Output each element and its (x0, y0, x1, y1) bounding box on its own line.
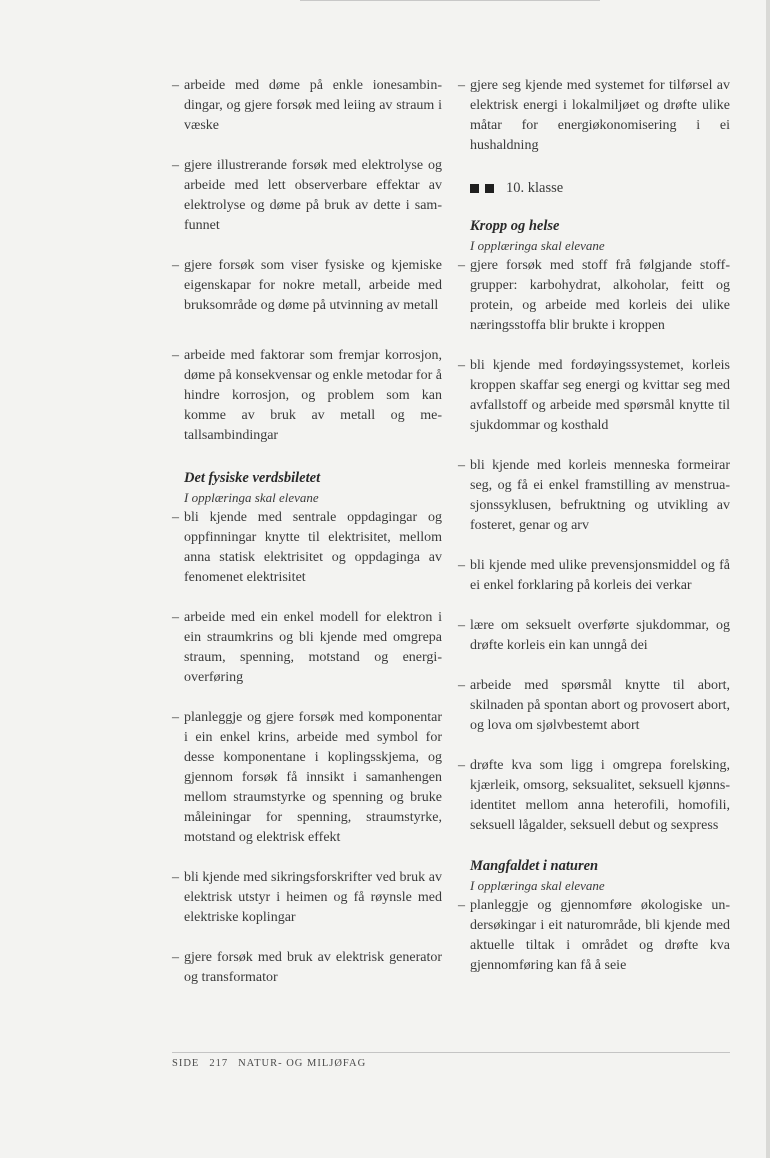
list-item-text: drøfte kva som ligg i omgrepa forelsking, kjærleik, omsorg, seksualitet, seksuell kjønnsidentitet mellom anna heterofili, homofili, seksuell lågalder, seksuell debut og sexpress (470, 758, 730, 833)
list-item-text: planleggje og gjere forsøk med komponentar i ein enkel krins, arbeide med symbol for desse komponentane i koplingsskjema, og gjennom forsøk få innsikt i samanhengen mellom straumstyrke og spenning og bruke måleiningar for spenning, straumstyrke, motstand og elektrisk effekt (184, 710, 442, 845)
list-item-text: bli kjende med sikringsforskrifter ved bruk av elektrisk utstyr i heimen og få røynsle med elektriske koplingar (184, 870, 442, 925)
list-item (458, 676, 730, 736)
dash-bullet: – (172, 78, 179, 93)
section-heading: Mangfaldet i naturen (470, 858, 599, 874)
dash-bullet: – (172, 710, 179, 725)
dash-bullet: – (172, 950, 179, 965)
dash-bullet: – (458, 758, 465, 773)
square-bullet-icon (485, 184, 494, 193)
section-subheading: I opplæringa skal elevane (470, 238, 605, 253)
list-item-text: gjere forsøk med stoff frå følgjande stoffgrupper: karbohydrat, alkoholar, feitt og protein, og arbeide med korleis dei ulike næringsstoffa blir brukte i kroppen (470, 258, 730, 333)
dash-bullet: – (458, 558, 465, 573)
footer-page-number: 217 (209, 1058, 229, 1069)
section-heading: Det fysiske verdsbiletet (184, 470, 321, 486)
list-item-text: arbeide med ein enkel modell for elektron i ein straumkrins og bli kjende med omgrepa straum, spenning, motstand og energioverføring (184, 610, 442, 685)
page-footer (172, 1058, 366, 1069)
list-item-text: planleggje og gjennomføre økologiske undersøkingar i eit naturområde, bli kjende med aktuelle tiltak i området og drøfte kva gjennomføring kan få å seie (470, 898, 730, 973)
dash-bullet: – (172, 158, 179, 173)
grade-heading (458, 178, 730, 198)
section-heading: Kropp og helse (470, 218, 560, 234)
list-item (172, 256, 442, 316)
footer-side-label: SIDE (172, 1058, 200, 1069)
list-item (172, 156, 442, 236)
page-edge-shadow (766, 0, 770, 1158)
list-item-text: gjere forsøk som viser fysiske og kjemiske eigenskapar for nokre metall, arbeide med bruksområde og døme på utvinning av metall (184, 258, 442, 313)
list-item-text: bli kjende med fordøyingssystemet, korleis kroppen skaffar seg energi og kvittar seg med avfallstoff og arbeide med spørsmål knytte til sjukdommar og kosthald (470, 358, 730, 433)
list-item-text: gjere illustrerande forsøk med elektrolyse og arbeide med lett observerbare effektar av elektrolyse og døme på bruk av dette i samfunnet (184, 158, 442, 233)
list-item-text: arbeide med faktorar som fremjar korrosjon, døme på konsekvensar og enkle metodar for å hindre korrosjon, og problem som kan komme av bruk av metall og metallsambindingar (184, 348, 442, 443)
list-item (172, 948, 442, 988)
list-item (458, 456, 730, 536)
list-item (458, 256, 730, 336)
section-subheading: I opplæringa skal elevane (470, 878, 605, 893)
list-item (458, 896, 730, 976)
list-item (458, 556, 730, 596)
dash-bullet: – (458, 358, 465, 373)
dash-bullet: – (458, 678, 465, 693)
list-item (458, 756, 730, 836)
list-item (172, 346, 442, 446)
top-scan-line (300, 0, 600, 1)
dash-bullet: – (172, 610, 179, 625)
dash-bullet: – (458, 258, 465, 273)
dash-bullet: – (172, 870, 179, 885)
list-item (458, 616, 730, 656)
dash-bullet: – (458, 78, 465, 93)
dash-bullet: – (458, 458, 465, 473)
list-item-text: arbeide med døme på enkle ionesambindingar, og gjere forsøk med leiing av straum i væske (184, 78, 442, 133)
dash-bullet: – (458, 618, 465, 633)
list-item-text: bli kjende med ulike prevensjonsmiddel og få ei enkel forklaring på korleis dei verkar (470, 558, 730, 593)
list-item-text: arbeide med spørsmål knytte til abort, skilnaden på spontan abort og provosert abort, og lova om sjølvbestemt abort (470, 678, 730, 733)
right-column (458, 76, 730, 976)
dash-bullet: – (172, 348, 179, 363)
list-item-text: lære om seksuelt overførte sjukdommar, og drøfte korleis ein kan unngå dei (470, 618, 730, 653)
dash-bullet: – (458, 898, 465, 913)
list-item (458, 76, 730, 156)
list-item (172, 76, 442, 136)
dash-bullet: – (172, 258, 179, 273)
left-column (172, 76, 442, 988)
grade-label: 10. klasse (506, 180, 564, 196)
list-item (172, 708, 442, 848)
list-item (172, 508, 442, 588)
footer-rule (172, 1052, 730, 1053)
dash-bullet: – (172, 510, 179, 525)
list-item (458, 356, 730, 436)
list-item (172, 868, 442, 928)
list-item-text: gjere seg kjende med systemet for tilførsel av elektrisk energi i lokalmiljøet og drøfte ulike måtar for energiøkonomisering i ei hushaldning (470, 78, 730, 153)
section-subheading: I opplæringa skal elevane (184, 490, 319, 505)
square-bullet-icon (470, 184, 479, 193)
footer-subject: NATUR- OG MILJØFAG (238, 1058, 367, 1069)
list-item-text: bli kjende med korleis menneska formeirar seg, og få ei enkel framstilling av menstruasjonssyklusen, befruktning og utvikling av fosteret, genar og arv (470, 458, 730, 533)
list-item (172, 608, 442, 688)
list-item-text: bli kjende med sentrale oppdagingar og oppfinningar knytte til elektrisitet, mellom anna statisk elektrisitet og oppdaginga av fenomenet elektrisitet (184, 510, 442, 585)
list-item-text: gjere forsøk med bruk av elektrisk generator og transformator (184, 950, 442, 985)
